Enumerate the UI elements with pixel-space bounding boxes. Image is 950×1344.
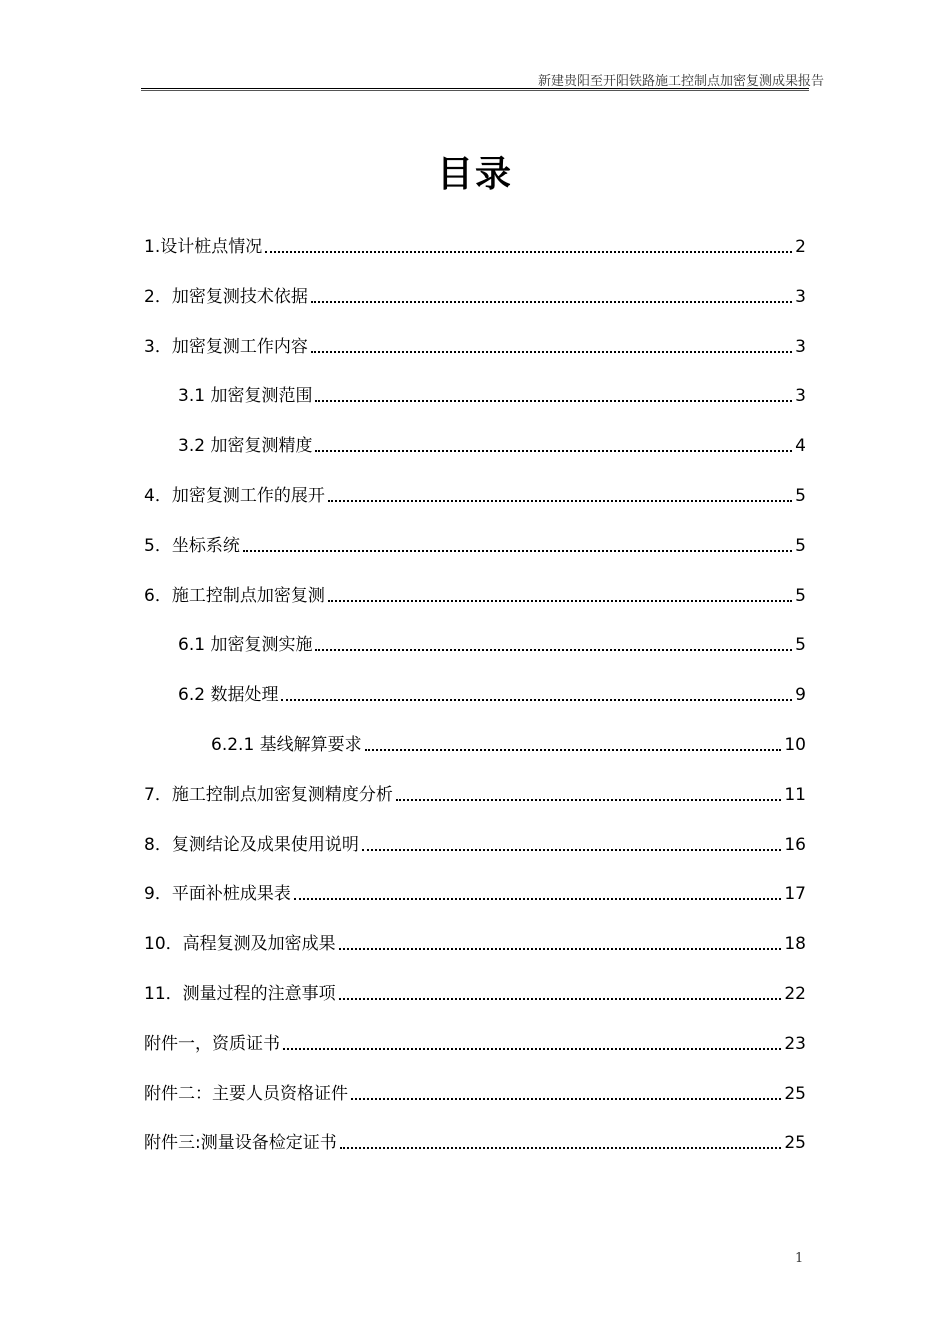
header-rule	[141, 88, 809, 89]
page-number: 1	[795, 1251, 804, 1266]
toc-entry-label: 6.2 数据处理	[178, 685, 279, 705]
toc-entry-page: 5	[795, 635, 806, 655]
toc-entry-label: 4．加密复测工作的展开	[144, 486, 325, 506]
toc-entry-page: 5	[795, 486, 806, 506]
toc-entry[interactable]	[144, 932, 806, 956]
toc-entry-page: 18	[784, 934, 806, 954]
toc-entry[interactable]	[144, 534, 806, 558]
toc-entry-page: 23	[784, 1034, 806, 1054]
toc-entry[interactable]	[144, 833, 806, 857]
toc-entry[interactable]	[178, 434, 806, 458]
toc-entry[interactable]	[144, 484, 806, 508]
page-title: 目录	[436, 154, 513, 195]
toc-entry-page: 25	[784, 1084, 806, 1104]
toc-entry[interactable]	[144, 1032, 806, 1056]
toc-entry[interactable]	[144, 235, 806, 259]
toc-leader-dots	[362, 849, 782, 851]
toc-entry-page: 3	[795, 386, 806, 406]
toc-leader-dots	[339, 948, 782, 950]
toc-entry-label: 11．测量过程的注意事项	[144, 984, 336, 1004]
toc-entry-page: 3	[795, 337, 806, 357]
toc-entry-label: 2．加密复测技术依据	[144, 287, 308, 307]
toc-leader-dots	[339, 998, 782, 1000]
toc-entry-page: 11	[784, 785, 806, 805]
toc-entry[interactable]	[144, 1131, 806, 1155]
toc-entry[interactable]	[144, 584, 806, 608]
toc-leader-dots	[281, 699, 792, 701]
toc-entry[interactable]	[144, 1082, 806, 1106]
toc-entry-page: 10	[784, 735, 806, 755]
toc-entry-label: 1.设计桩点情况	[144, 237, 263, 257]
toc-leader-dots	[365, 749, 782, 751]
toc-entry-page: 17	[784, 884, 806, 904]
toc-entry[interactable]	[144, 882, 806, 906]
toc-entry-page: 2	[795, 237, 806, 257]
toc-entry-label: 10．高程复测及加密成果	[144, 934, 336, 954]
toc-leader-dots	[351, 1098, 781, 1100]
toc-leader-dots	[311, 301, 792, 303]
toc-entry-page: 5	[795, 536, 806, 556]
toc-entry[interactable]	[144, 982, 806, 1006]
toc-entry[interactable]	[144, 783, 806, 807]
toc-leader-dots	[328, 600, 792, 602]
toc-entry-page: 9	[795, 685, 806, 705]
toc-leader-dots	[265, 251, 792, 253]
toc-leader-dots	[328, 500, 792, 502]
toc-entry-page: 22	[784, 984, 806, 1004]
toc-entry[interactable]	[178, 683, 806, 707]
toc-entry-label: 8．复测结论及成果使用说明	[144, 835, 359, 855]
toc-entry-page: 5	[795, 586, 806, 606]
toc-leader-dots	[315, 400, 792, 402]
toc-leader-dots	[283, 1048, 781, 1050]
toc-leader-dots	[311, 351, 792, 353]
header-rule-thin	[141, 90, 809, 91]
toc-entry[interactable]	[144, 335, 806, 359]
toc-leader-dots	[315, 649, 792, 651]
toc-entry-label: 6.1 加密复测实施	[178, 635, 313, 655]
toc-entry-label: 5．坐标系统	[144, 536, 240, 556]
toc-leader-dots	[340, 1147, 782, 1149]
running-header: 新建贵阳至开阳铁路施工控制点加密复测成果报告	[537, 74, 824, 89]
toc-leader-dots	[315, 450, 792, 452]
toc-entry-label: 附件二：主要人员资格证件	[144, 1084, 348, 1104]
toc-entry-page: 16	[784, 835, 806, 855]
toc-entry-label: 7．施工控制点加密复测精度分析	[144, 785, 393, 805]
toc-entry[interactable]	[178, 384, 806, 408]
toc-entry[interactable]	[178, 633, 806, 657]
toc-entry-label: 附件三:测量设备检定证书	[144, 1133, 337, 1153]
toc-entry-page: 3	[795, 287, 806, 307]
toc-entry-label: 6．施工控制点加密复测	[144, 586, 325, 606]
toc-leader-dots	[294, 898, 782, 900]
toc-entry-label: 3．加密复测工作内容	[144, 337, 308, 357]
toc-entry-label: 3.2 加密复测精度	[178, 436, 313, 456]
toc-entry-label: 3.1 加密复测范围	[178, 386, 313, 406]
toc-entry[interactable]	[144, 285, 806, 309]
toc-entry-label: 6.2.1 基线解算要求	[211, 735, 362, 755]
toc-leader-dots	[243, 550, 792, 552]
toc-entry-page: 4	[795, 436, 806, 456]
toc-entry-page: 25	[784, 1133, 806, 1153]
toc-entry[interactable]	[211, 733, 806, 757]
toc-entry-label: 9．平面补桩成果表	[144, 884, 291, 904]
toc-entry-label: 附件一，资质证书	[144, 1034, 280, 1054]
toc-leader-dots	[396, 799, 782, 801]
